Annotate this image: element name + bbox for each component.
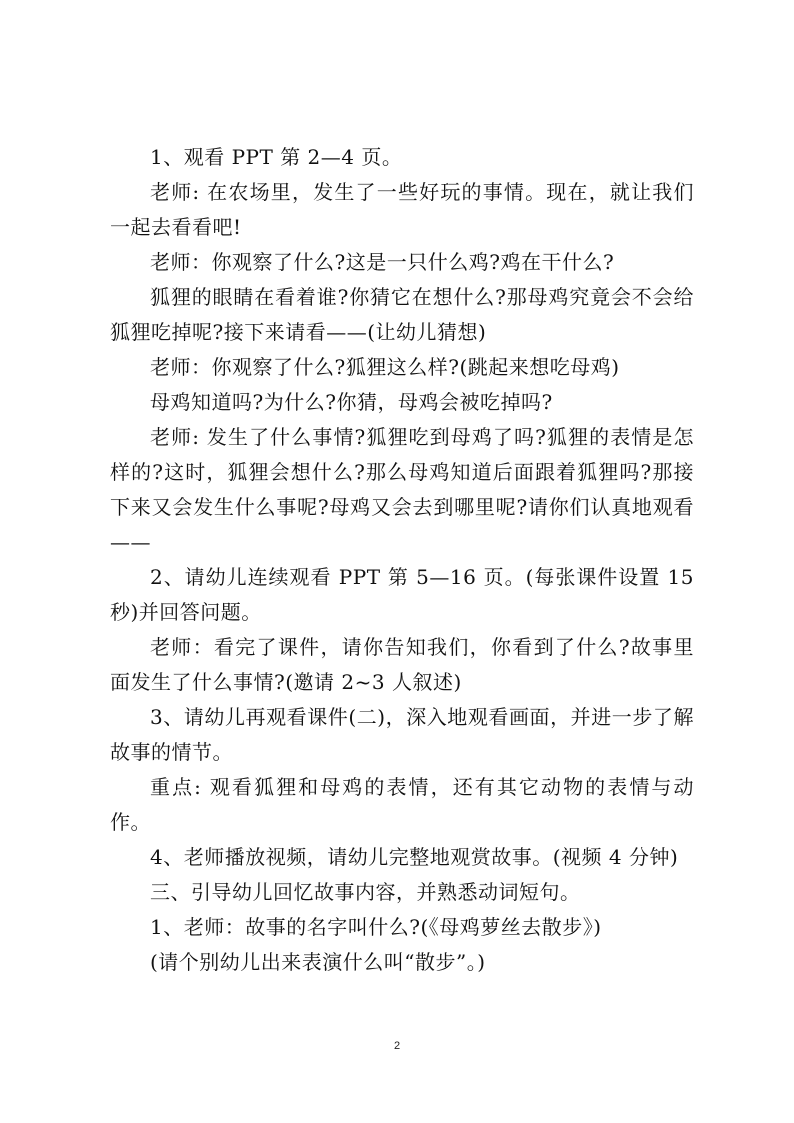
paragraph: 1、观看 PPT 第 2—4 页。 <box>150 145 403 169</box>
paragraph: 3、请幼儿再观看课件(二)，深入地观看画面，并进一步了解故事的情节。 <box>110 705 694 764</box>
paragraph: 母鸡知道吗?为什么?你猜，母鸡会被吃掉吗? <box>150 390 553 414</box>
paragraph: 老师：你观察了什么?这是一只什么鸡?鸡在干什么? <box>150 250 615 274</box>
paragraph: (请个别幼儿出来表演什么叫“散步”。) <box>150 950 486 974</box>
paragraph: 三、引导幼儿回忆故事内容，并熟悉动词短句。 <box>150 880 581 904</box>
paragraph: 老师：看完了课件，请你告知我们，你看到了什么?故事里面发生了什么事情?(邀请 2~3 人叙述) <box>110 635 694 694</box>
paragraph: 老师：你观察了什么?狐狸这么样?(跳起来想吃母鸡) <box>150 355 620 379</box>
paragraph: 1、老师：故事的名字叫什么?(《母鸡萝丝去散步》) <box>150 915 602 939</box>
page-number: 2 <box>393 1040 401 1052</box>
paragraph: 2、请幼儿连续观看 PPT 第 5—16 页。(每张课件设置 15 秒)并回答问题。 <box>110 565 694 624</box>
paragraph: 重点: 观看狐狸和母鸡的表情，还有其它动物的表情与动作。 <box>110 775 694 834</box>
paragraph: 老师: 发生了什么事情?狐狸吃到母鸡了吗?狐狸的表情是怎样的?这时，狐狸会想什么?那么母鸡知道后面跟着狐狸吗?那接下来又会发生什么事呢?母鸡又会去到哪里呢?请你们认真地观看—— <box>110 425 694 554</box>
paragraph: 4、老师播放视频，请幼儿完整地观赏故事。(视频 4 分钟) <box>150 845 679 869</box>
document-body <box>110 140 694 980</box>
paragraph: 狐狸的眼睛在看着谁?你猜它在想什么?那母鸡究竟会不会给狐狸吃掉呢?接下来请看——(让幼儿猜想) <box>110 285 694 344</box>
paragraph: 老师: 在农场里，发生了一些好玩的事情。现在，就让我们一起去看看吧! <box>110 180 694 239</box>
